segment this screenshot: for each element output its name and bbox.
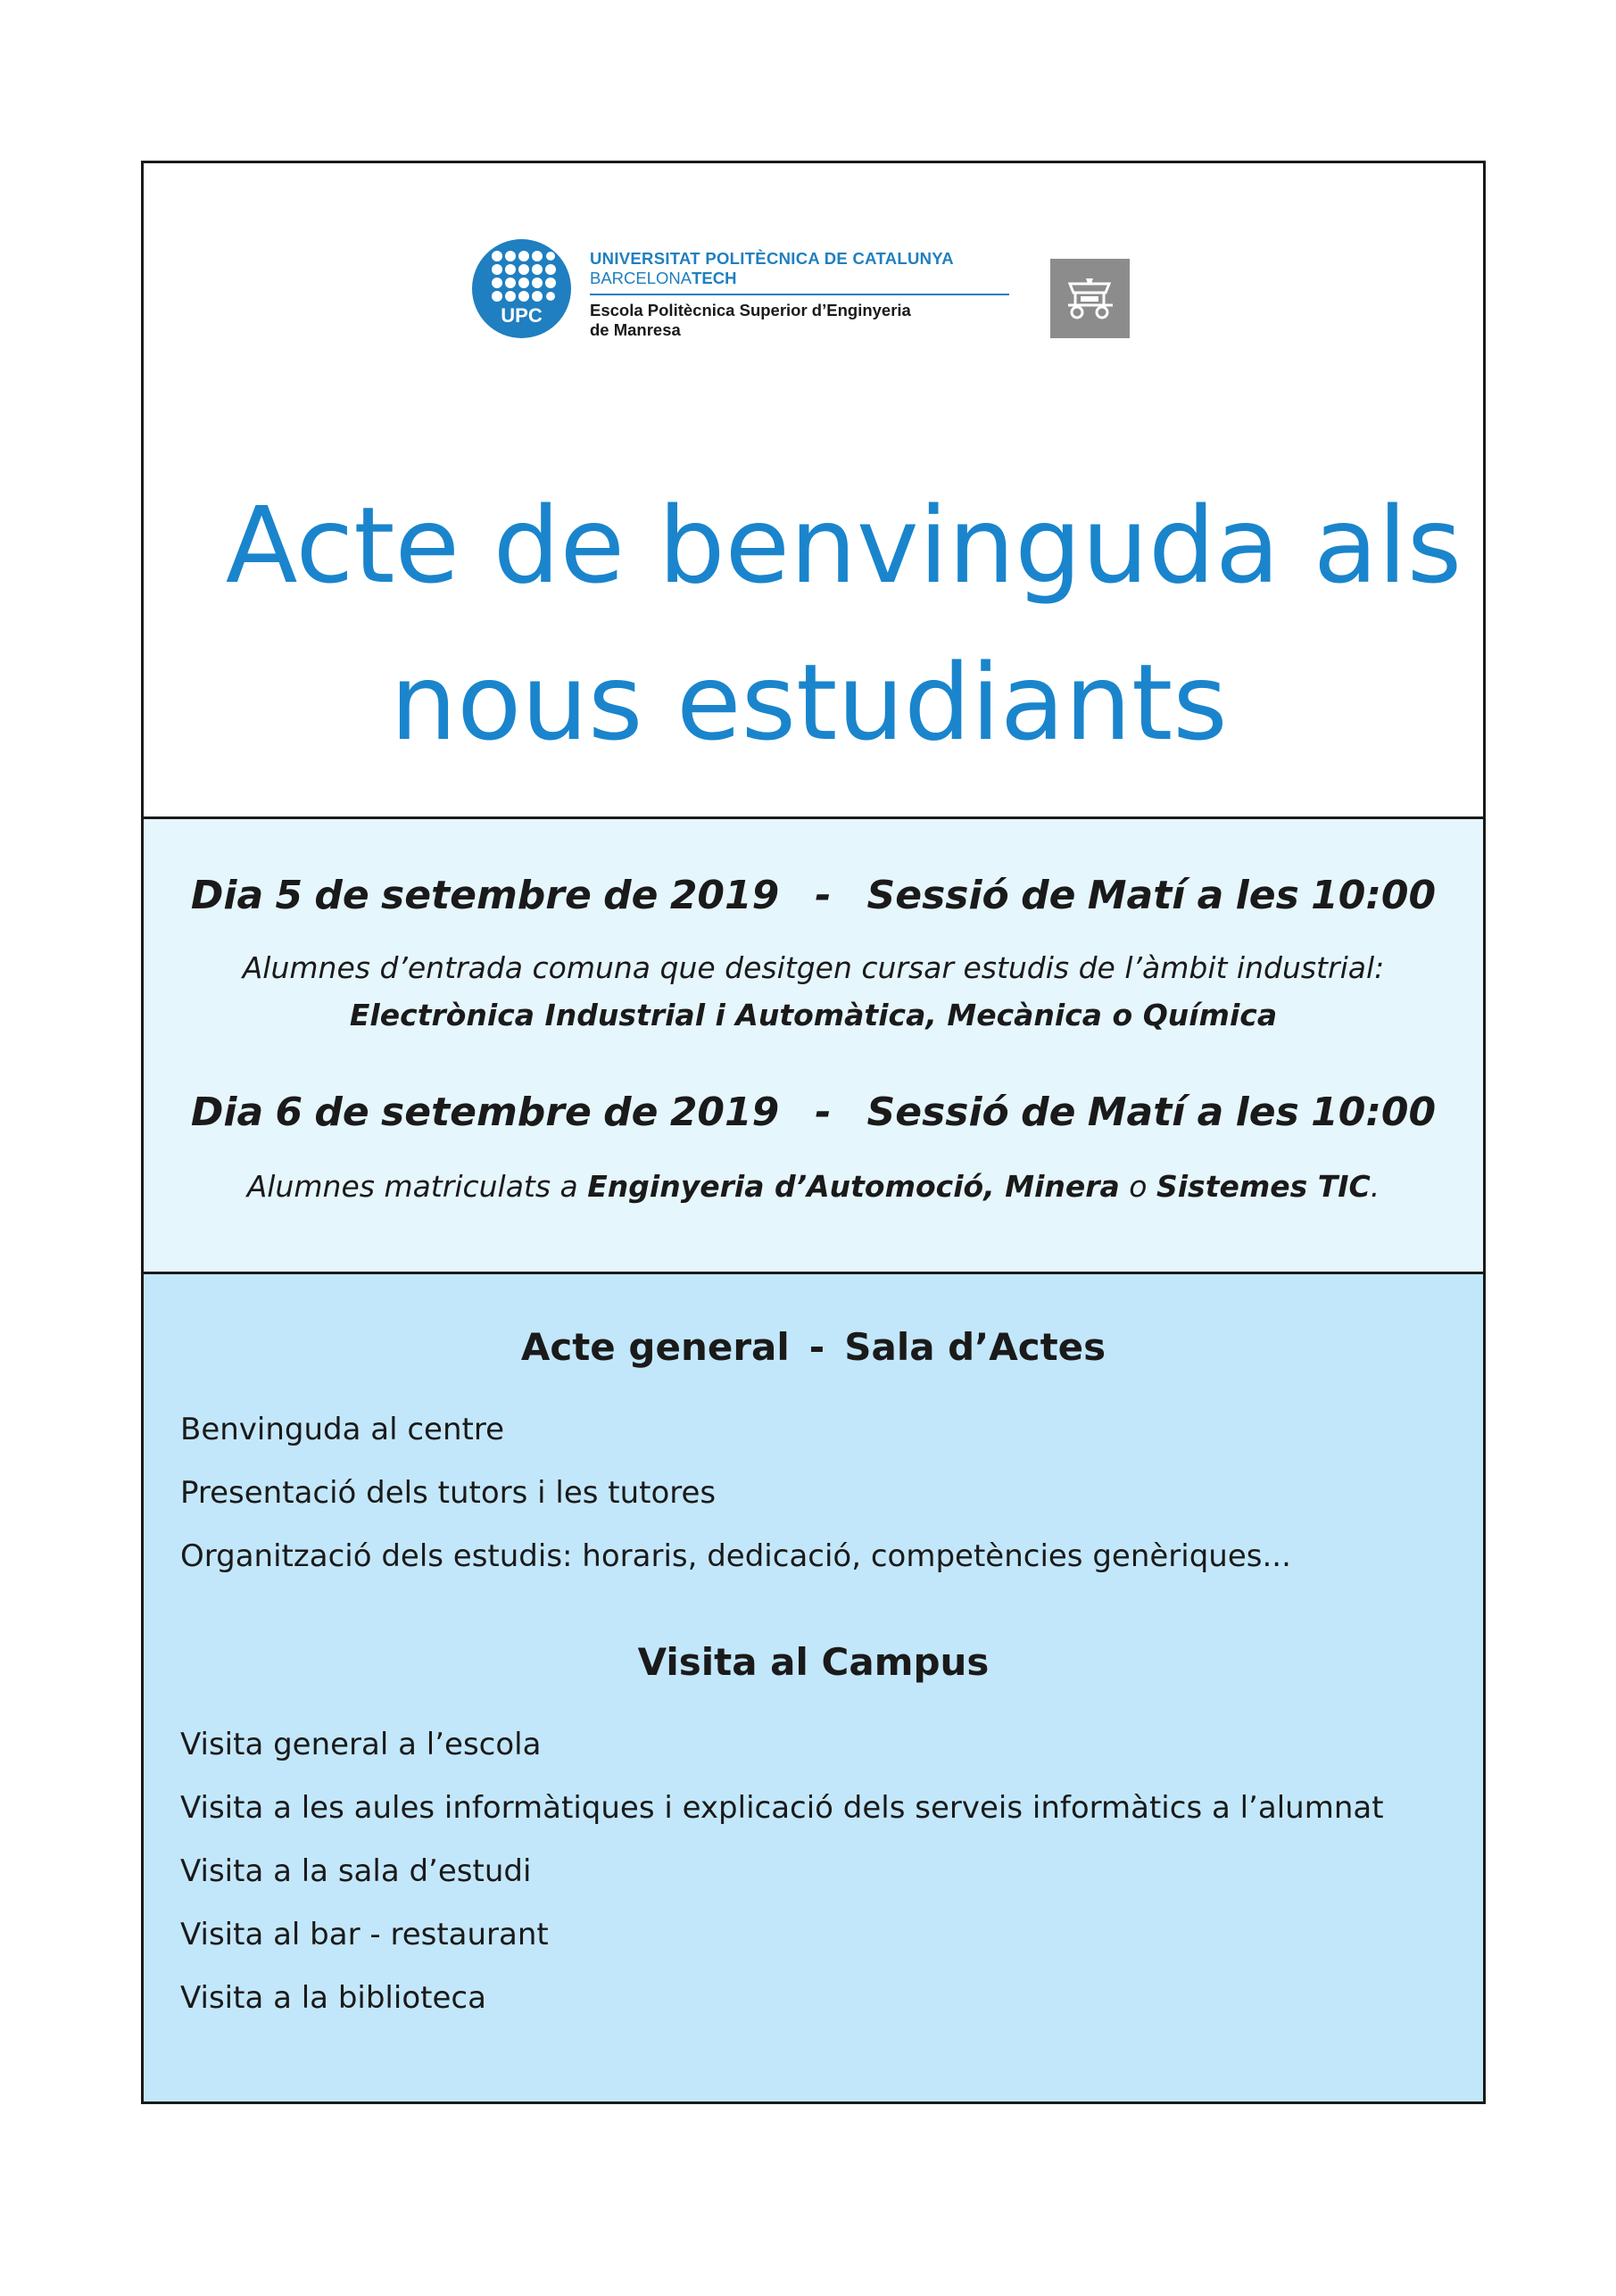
general-act-separator: - [808, 1325, 825, 1369]
upc-logo-icon [472, 239, 571, 338]
session-1-heading [144, 873, 1483, 918]
general-act-location: Sala d’Actes [844, 1325, 1106, 1369]
campus-visit-list [180, 1727, 1384, 2043]
list-item: Benvinguda al centre [180, 1412, 504, 1447]
school-name-line2: de Manresa [590, 320, 681, 339]
session-2-separator: - [815, 1090, 832, 1135]
list-item: Visita a les aules informàtiques i explicació dels serveis informàtics a l’alumnat [180, 1790, 1384, 1826]
list-item: Visita a la biblioteca [180, 1980, 486, 2016]
campus-visit-heading: Visita al Campus [637, 1640, 990, 1684]
list-item: Organització dels estudis: horaris, dedicació, competències genèriques... [180, 1538, 1291, 1574]
header-section [144, 163, 1483, 819]
program-section [144, 1274, 1483, 2101]
session-2-description: Alumnes matriculats a Enginyeria d’Automoció, Minera o Sistemes TIC. [246, 1169, 1380, 1204]
session-1-date: Dia 5 de setembre de 2019 [190, 873, 780, 918]
title-line-1: Acte de benvinguda als [225, 484, 1463, 607]
session-1-time: Sessió de Matí a les 10:00 [866, 873, 1437, 918]
list-item: Visita a la sala d’estudi [180, 1853, 532, 1889]
general-act-heading [144, 1325, 1483, 1369]
session-2-date: Dia 6 de setembre de 2019 [190, 1090, 780, 1135]
poster [141, 161, 1486, 2104]
list-item: Visita al bar - restaurant [180, 1917, 549, 1952]
logo-divider [590, 294, 1009, 295]
session-1-programs: Electrònica Industrial i Automàtica, Mecànica o Química [349, 998, 1278, 1032]
session-2-heading [144, 1090, 1483, 1135]
university-name: UNIVERSITAT POLITÈCNICA DE CATALUNYA [590, 249, 954, 268]
list-item: Presentació dels tutors i les tutores [180, 1475, 717, 1511]
session-1-separator: - [815, 873, 832, 918]
title-line-2: nous estudiants [390, 641, 1228, 764]
list-item: Visita general a l’escola [180, 1727, 542, 1762]
general-act-list [180, 1412, 1291, 1602]
logo-text [590, 249, 1009, 340]
school-emblem-icon [1050, 259, 1130, 338]
session-1-description: Alumnes d’entrada comuna que desitgen cursar estudis de l’àmbit industrial: [242, 950, 1385, 985]
school-name-line1: Escola Politècnica Superior d’Enginyeria [590, 301, 911, 319]
barcelonatech-label: BARCELONATECH [590, 269, 737, 287]
session-2-time: Sessió de Matí a les 10:00 [866, 1090, 1437, 1135]
sessions-section [144, 819, 1483, 1274]
general-act-title: Acte general [520, 1325, 790, 1369]
upc-logo-text: UPC [501, 304, 543, 327]
page-title [144, 467, 1483, 781]
